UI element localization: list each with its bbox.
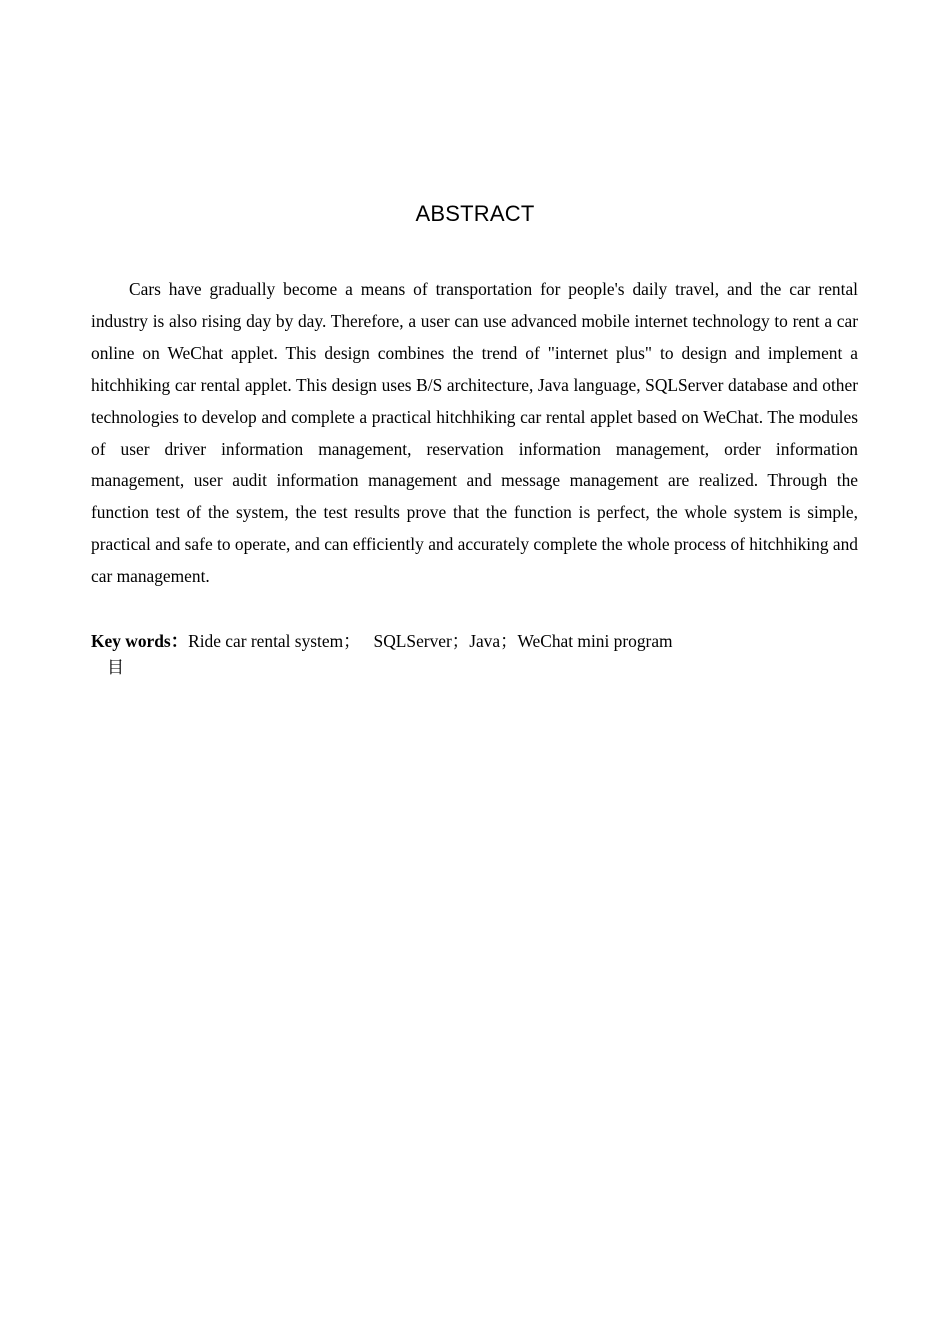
keyword-item: Java； <box>469 631 518 651</box>
keywords-label: Key words： <box>91 631 189 651</box>
keyword-item: SQLServer； <box>373 631 470 651</box>
abstract-title: ABSTRACT <box>415 201 535 226</box>
keyword-item: WeChat mini program <box>517 631 673 651</box>
keywords-line <box>91 626 871 656</box>
toc-heading-fragment: 目 <box>107 658 124 678</box>
keyword-item: Ride car rental system； <box>188 631 374 651</box>
abstract-paragraph: Cars have gradually become a means of transportation for people's daily travel, and the car rental industry is also rising day by day. Therefore, a user can use advanced mobile internet technology to rent a car online on WeChat applet. This design combines the trend of "internet plus" to design and implement a hitchhiking car rental applet. This design uses B/S architecture, Java language, SQLServer database and other technologies to develop and complete a practical hitchhiking car rental applet based on WeChat. The modules of user driver information management, reservation information management, order information management, user audit information management and message management are realized. Through the function test of the system, the test results prove that the function is perfect, the whole system is simple, practical and safe to operate, and can efficiently and accurately complete the whole process of hitchhiking and car management. <box>91 279 858 587</box>
